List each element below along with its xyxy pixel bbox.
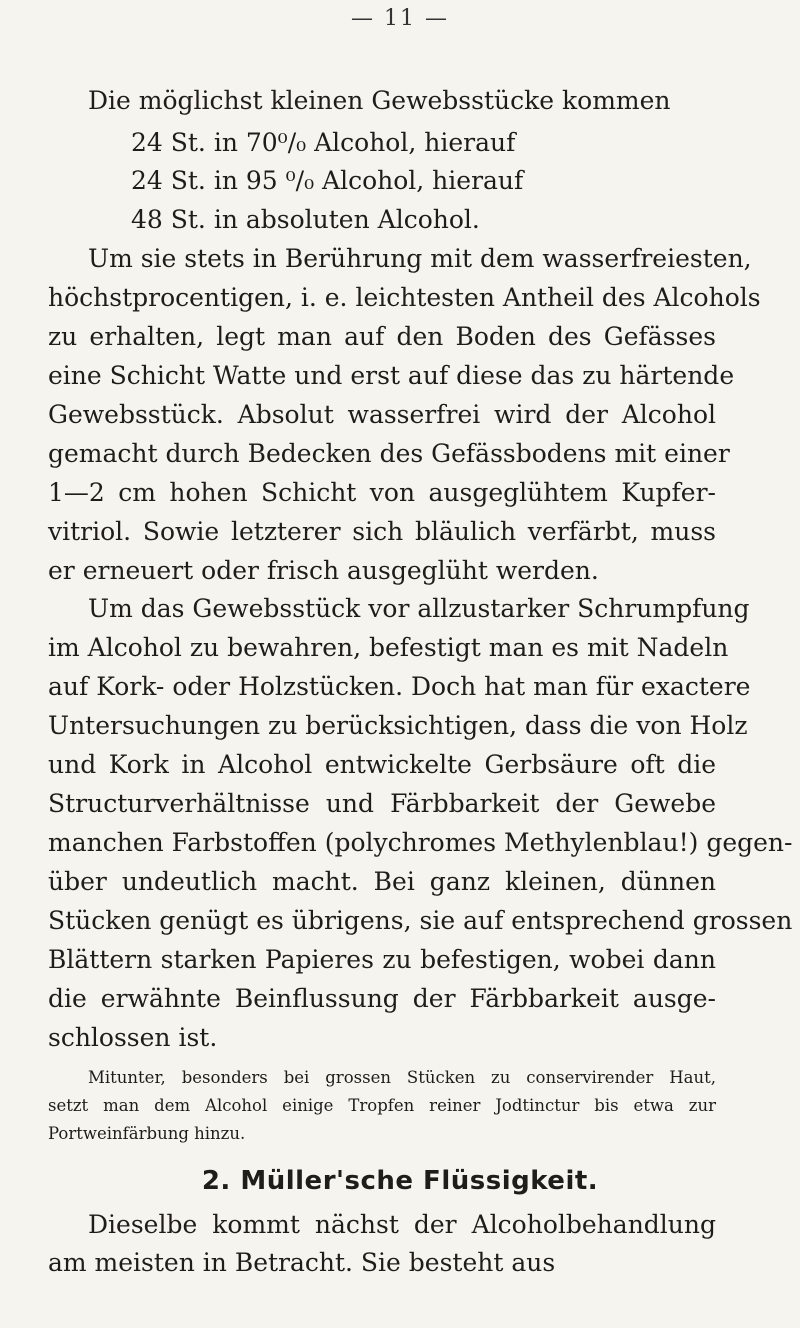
paragraph-2-line: höchstprocentigen, i. e. leichtesten Antheil des Alcohols [48,283,761,312]
paragraph-3-line: im Alcohol zu bewahren, befestigt man es mit Nadeln [48,633,729,662]
note-line: Portweinfärbung hinzu. [48,1124,246,1143]
paragraph-3-line: manchen Farbstoffen (polychromes Methylenblau!) gegen- [48,828,793,857]
paragraph-2-line: vitriol. Sowie letzterer sich bläulich verfärbt, muss [48,517,716,546]
paragraph-2-line: Um sie stets in Berührung mit dem wasserfreiesten, [88,244,752,273]
paragraph-2-line: zu erhalten, legt man auf den Boden des Gefässes [48,322,716,351]
section-heading: 2. Müller'sche Flüssigkeit. [201,1166,599,1196]
step-line: 24 St. in 70⁰/₀ Alcohol, hierauf [131,128,516,157]
note-line: setzt man dem Alcohol einige Tropfen reiner Jodtinctur bis etwa zur [48,1096,716,1115]
paragraph-1-intro: Die möglichst kleinen Gewebsstücke kommen [88,86,671,115]
paragraph-3-line: auf Kork- oder Holzstücken. Doch hat man für exactere [48,672,751,701]
paragraph-3-line: und Kork in Alcohol entwickelte Gerbsäure oft die [48,750,716,779]
paragraph-3-line: die erwähnte Beinflussung der Färbbarkeit ausge- [48,984,716,1013]
paragraph-2-line: er erneuert oder frisch ausgeglüht werden. [48,556,599,585]
paragraph-2-line: gemacht durch Bedecken des Gefässbodens mit einer [48,439,730,468]
step-line: 48 St. in absoluten Alcohol. [131,205,480,234]
step-line: 24 St. in 95 ⁰/₀ Alcohol, hierauf [131,166,524,195]
paragraph-4-line: Dieselbe kommt nächst der Alcoholbehandlung [88,1210,716,1239]
paragraph-2-line: Gewebsstück. Absolut wasserfrei wird der Alcohol [48,400,716,429]
paragraph-3-line: Structurverhältnisse und Färbbarkeit der Gewebe [48,789,716,818]
paragraph-3-line: Blättern starken Papieres zu befestigen, wobei dann [48,945,716,974]
paragraph-3-line: Untersuchungen zu berücksichtigen, dass die von Holz [48,711,748,740]
page-number: — 11 — [351,6,449,31]
paragraph-3-line: über undeutlich macht. Bei ganz kleinen, dünnen [48,867,716,896]
note-line: Mitunter, besonders bei grossen Stücken zu conservirender Haut, [88,1068,716,1087]
paragraph-4-line: am meisten in Betracht. Sie besteht aus [48,1248,556,1277]
paragraph-3-line: Stücken genügt es übrigens, sie auf entsprechend grossen [48,906,793,935]
paragraph-3-line: Um das Gewebsstück vor allzustarker Schrumpfung [88,594,750,623]
paragraph-2-line: 1—2 cm hohen Schicht von ausgeglühtem Kupfer- [48,478,716,507]
paragraph-3-line: schlossen ist. [48,1023,218,1052]
paragraph-2-line: eine Schicht Watte und erst auf diese das zu härtende [48,361,735,390]
